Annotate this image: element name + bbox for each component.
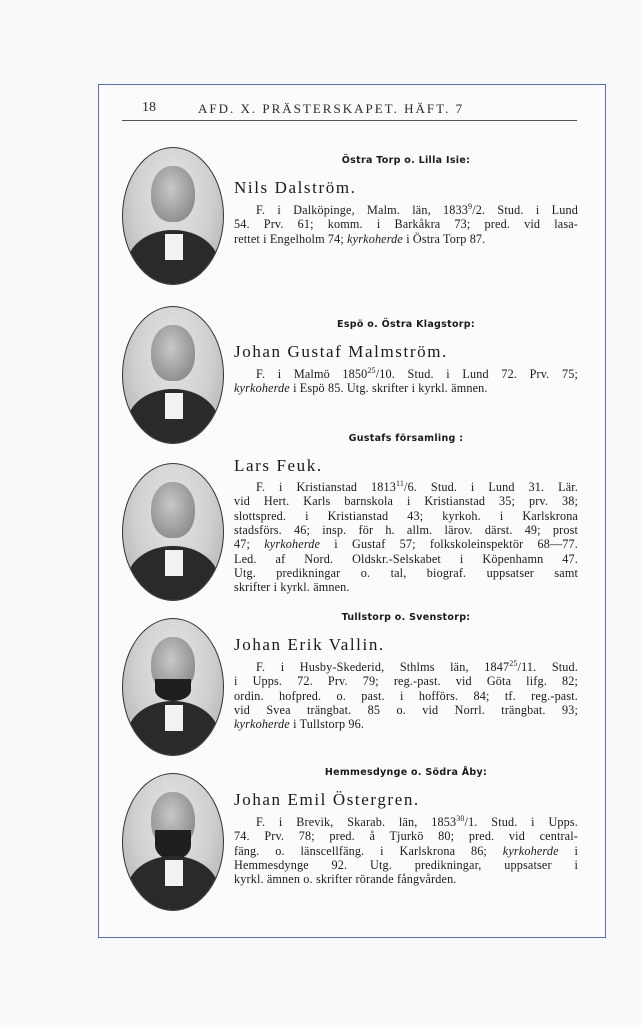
parish-heading: Espö o. Östra Klagstorp: <box>337 319 475 330</box>
biography <box>234 812 578 887</box>
bio-line: stadsförs. 46; insp. för h. allm. lärov. därst. 49; prost <box>234 522 578 537</box>
biography <box>234 477 578 594</box>
bio-line: 47; kyrkoherde i Gustaf 57; folkskoleinspektör 68—77. <box>234 537 578 552</box>
running-head-title: AFD. X. PRÄSTERSKAPET. HÄFT. 7 <box>198 101 465 116</box>
bio-line: vid Svea trängbat. 85 o. vid Norrl. trängbat. 93; <box>234 702 578 717</box>
bio-line: i Upps. 72. Prv. 79; reg.-past. vid Göta lifg. 82; <box>234 674 578 689</box>
bio-line: Hemmesdynge 92. Utg. predikningar, uppsatser i <box>234 857 578 872</box>
person-name: Johan Emil Östergren. <box>234 790 420 809</box>
bio-line: F. i Brevik, Skarab. län, 1853$^{30}$/1. Stud. i Upps. <box>256 814 579 830</box>
bio-line: 54. Prv. 61; komm. i Barkåkra 73; pred. vid lasa- <box>234 217 578 232</box>
page-number: 18 <box>142 100 156 115</box>
bio-line: F. i Dalköpinge, Malm. län, 1833$^9$/2. Stud. i Lund <box>256 202 578 218</box>
person-name: Johan Gustaf Malmström. <box>234 342 448 361</box>
bio-line: slottspred. i Kristianstad 43; kyrkoh. i Karlskrona <box>234 508 578 523</box>
portrait-image <box>122 618 224 756</box>
biography <box>234 200 578 246</box>
bio-line: Utg. predikningar o. tal, biograf. uppsatser samt <box>234 565 578 580</box>
parish-heading: Hemmesdynge o. Södra Åby: <box>324 767 488 778</box>
person-name: Lars Feuk. <box>234 456 323 475</box>
parish-heading: Tullstorp o. Svenstorp: <box>341 612 471 623</box>
portrait-image <box>122 147 224 285</box>
portrait-image <box>122 463 224 601</box>
bio-line: F. i Malmö 1850$^{25}$/10. Stud. i Lund 72. Prv. 75; <box>256 366 578 382</box>
parish-heading: Östra Torp o. Lilla Isie: <box>341 155 471 166</box>
bio-line: 74. Prv. 78; pred. å Tjurkö 80; pred. vid central- <box>234 829 578 844</box>
bio-line: kyrkoherde i Espö 85. Utg. skrifter i kyrkl. ämnen. <box>234 381 488 396</box>
biography <box>234 364 578 396</box>
person-name: Nils Dalström. <box>234 178 357 197</box>
bio-line: vid Hert. Karls barnskola i Kristianstad 35; prv. 38; <box>234 494 578 509</box>
bio-line: ordin. hofpred. o. past. i hofförs. 84; tf. reg.-past. <box>234 688 578 703</box>
bio-line: fäng. o. länscellfäng. i Karlskrona 86; kyrkoherde i <box>234 843 578 858</box>
parish-heading: Gustafs församling : <box>348 433 464 444</box>
portrait-image <box>122 773 224 911</box>
bio-line: kyrkl. ämnen o. skrifter rörande fångvården. <box>234 872 457 887</box>
bio-line: F. i Kristianstad 1813$^{11}$/6. Stud. i Lund 31. Lär. <box>256 479 579 495</box>
running-head <box>122 98 577 121</box>
biography <box>234 657 578 732</box>
person-name: Johan Erik Vallin. <box>234 635 385 654</box>
portrait-image <box>122 306 224 444</box>
bio-line: F. i Husby-Skederid, Sthlms län, 1847$^{25}$/11. Stud. <box>256 659 578 675</box>
bio-line: kyrkoherde i Tullstorp 96. <box>234 717 365 732</box>
bio-line: skrifter i kyrkl. ämnen. <box>234 580 350 595</box>
bio-line: rettet i Engelholm 74; kyrkoherde i Östra Torp 87. <box>234 231 486 246</box>
bio-line: Led. af Nord. Oldskr.-Selskabet i Köpenhamn 47. <box>234 551 578 566</box>
